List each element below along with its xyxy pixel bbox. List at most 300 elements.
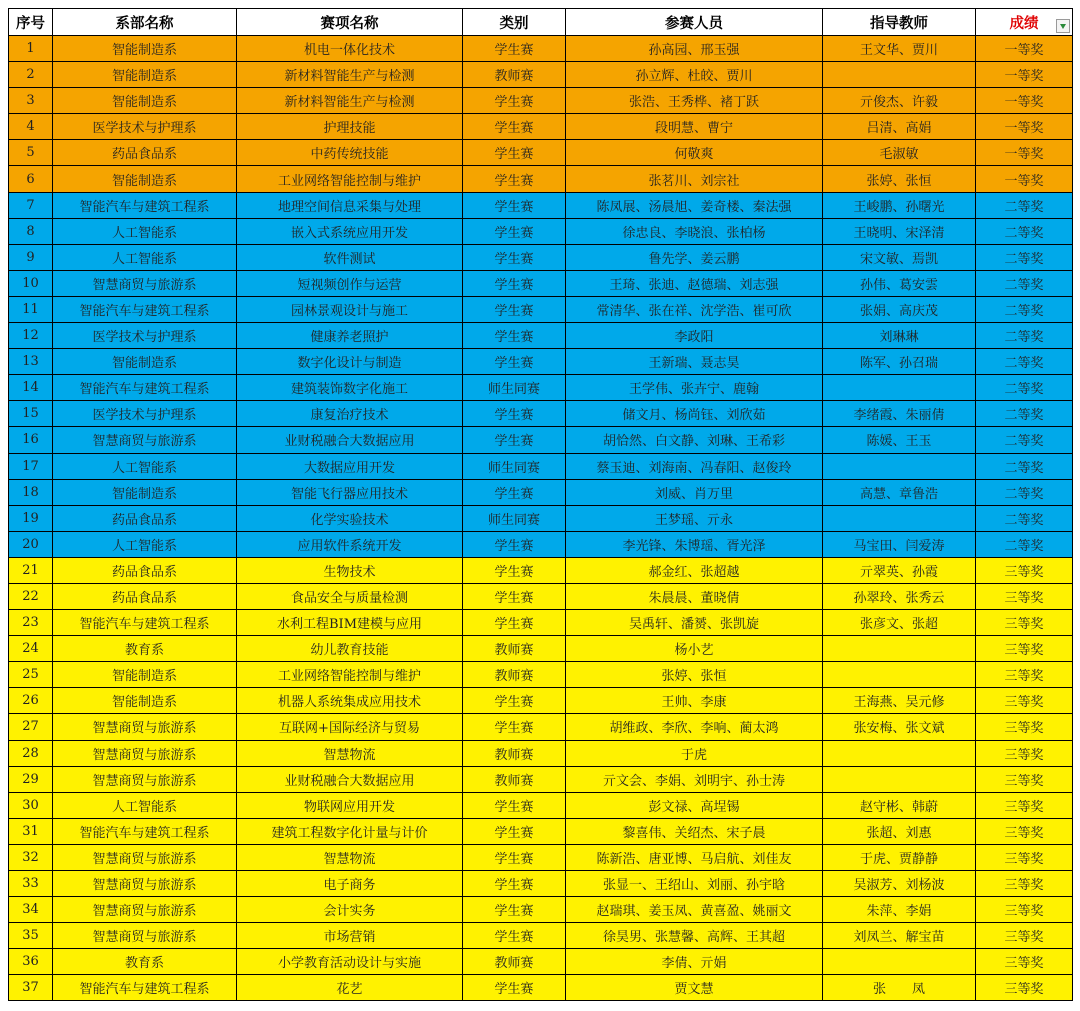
cell-advisors[interactable]: 陈军、孙召瑞 xyxy=(823,349,976,375)
cell-event[interactable]: 幼儿教育技能 xyxy=(237,636,463,662)
cell-category[interactable]: 教师赛 xyxy=(463,740,566,766)
cell-index[interactable]: 26 xyxy=(9,688,53,714)
cell-score[interactable]: 二等奖 xyxy=(976,479,1073,505)
cell-advisors[interactable]: 于虎、贾静静 xyxy=(823,844,976,870)
cell-score[interactable]: 二等奖 xyxy=(976,531,1073,557)
cell-event[interactable]: 建筑工程数字化计量与计价 xyxy=(237,818,463,844)
cell-participants[interactable]: 孙高园、邢玉强 xyxy=(566,36,823,62)
cell-category[interactable]: 学生赛 xyxy=(463,244,566,270)
cell-participants[interactable]: 陈新浩、唐亚博、马启航、刘佳友 xyxy=(566,844,823,870)
table-row xyxy=(9,218,1073,244)
cell-advisors[interactable]: 王晓明、宋泽清 xyxy=(823,218,976,244)
cell-participants[interactable]: 徐昊男、张慧馨、高辉、王其超 xyxy=(566,923,823,949)
cell-index[interactable]: 16 xyxy=(9,427,53,453)
table-row xyxy=(9,375,1073,401)
cell-event[interactable]: 智能飞行器应用技术 xyxy=(237,479,463,505)
cell-index[interactable]: 23 xyxy=(9,610,53,636)
cell-event[interactable]: 小学教育活动设计与实施 xyxy=(237,949,463,975)
cell-index[interactable]: 15 xyxy=(9,401,53,427)
cell-department[interactable]: 医学技术与护理系 xyxy=(53,323,237,349)
cell-advisors[interactable] xyxy=(823,62,976,88)
cell-index[interactable]: 36 xyxy=(9,949,53,975)
cell-event[interactable]: 短视频创作与运营 xyxy=(237,270,463,296)
cell-index[interactable]: 29 xyxy=(9,766,53,792)
cell-participants[interactable]: 鲁先学、姜云鹏 xyxy=(566,244,823,270)
cell-advisors[interactable] xyxy=(823,949,976,975)
cell-score[interactable]: 二等奖 xyxy=(976,505,1073,531)
cell-event[interactable]: 大数据应用开发 xyxy=(237,453,463,479)
cell-score[interactable]: 二等奖 xyxy=(976,453,1073,479)
header-event: 赛项名称 xyxy=(237,9,463,36)
cell-index[interactable]: 32 xyxy=(9,844,53,870)
cell-participants[interactable]: 黎喜伟、关绍杰、宋子晨 xyxy=(566,818,823,844)
cell-category[interactable]: 师生同赛 xyxy=(463,453,566,479)
cell-index[interactable]: 17 xyxy=(9,453,53,479)
table-row xyxy=(9,192,1073,218)
header-department: 系部名称 xyxy=(53,9,237,36)
header-index: 序号 xyxy=(9,9,53,36)
cell-category[interactable]: 学生赛 xyxy=(463,818,566,844)
table-row xyxy=(9,818,1073,844)
cell-category[interactable]: 学生赛 xyxy=(463,427,566,453)
cell-event[interactable]: 数字化设计与制造 xyxy=(237,349,463,375)
table-row xyxy=(9,401,1073,427)
cell-index[interactable]: 2 xyxy=(9,62,53,88)
cell-score[interactable]: 三等奖 xyxy=(976,897,1073,923)
table-row xyxy=(9,897,1073,923)
cell-department[interactable]: 智能汽车与建筑工程系 xyxy=(53,296,237,322)
cell-participants[interactable]: 杨小艺 xyxy=(566,636,823,662)
cell-category[interactable]: 学生赛 xyxy=(463,401,566,427)
cell-participants[interactable]: 胡维政、李欣、李响、蔺太鸿 xyxy=(566,714,823,740)
cell-department[interactable]: 智能制造系 xyxy=(53,662,237,688)
cell-advisors[interactable]: 王峻鹏、孙曙光 xyxy=(823,192,976,218)
cell-category[interactable]: 学生赛 xyxy=(463,714,566,740)
cell-advisors[interactable] xyxy=(823,505,976,531)
table-row xyxy=(9,166,1073,192)
cell-event[interactable]: 中药传统技能 xyxy=(237,140,463,166)
cell-category[interactable]: 师生同赛 xyxy=(463,505,566,531)
cell-index[interactable]: 13 xyxy=(9,349,53,375)
cell-department[interactable]: 教育系 xyxy=(53,949,237,975)
cell-advisors[interactable]: 亓翠英、孙霞 xyxy=(823,557,976,583)
cell-event[interactable]: 互联网+国际经济与贸易 xyxy=(237,714,463,740)
cell-advisors[interactable]: 马宝田、闫爱涛 xyxy=(823,531,976,557)
cell-score[interactable]: 一等奖 xyxy=(976,166,1073,192)
cell-index[interactable]: 8 xyxy=(9,218,53,244)
cell-event[interactable]: 会计实务 xyxy=(237,897,463,923)
cell-advisors[interactable]: 王文华、贾川 xyxy=(823,36,976,62)
cell-category[interactable]: 学生赛 xyxy=(463,844,566,870)
cell-category[interactable]: 学生赛 xyxy=(463,218,566,244)
cell-department[interactable]: 人工智能系 xyxy=(53,792,237,818)
cell-score[interactable]: 二等奖 xyxy=(976,349,1073,375)
cell-advisors[interactable] xyxy=(823,740,976,766)
cell-score[interactable]: 三等奖 xyxy=(976,714,1073,740)
cell-department[interactable]: 医学技术与护理系 xyxy=(53,401,237,427)
cell-participants[interactable]: 王琦、张迪、赵德瑞、刘志强 xyxy=(566,270,823,296)
cell-participants[interactable]: 吴禹轩、潘赟、张凯旋 xyxy=(566,610,823,636)
cell-participants[interactable]: 赵瑞琪、姜玉凤、黄喜盈、姚丽文 xyxy=(566,897,823,923)
cell-category[interactable]: 学生赛 xyxy=(463,975,566,1001)
cell-score[interactable]: 一等奖 xyxy=(976,36,1073,62)
cell-advisors[interactable]: 王海燕、吴元修 xyxy=(823,688,976,714)
cell-advisors[interactable] xyxy=(823,766,976,792)
cell-category[interactable]: 师生同赛 xyxy=(463,375,566,401)
cell-score[interactable]: 三等奖 xyxy=(976,662,1073,688)
cell-advisors[interactable]: 亓俊杰、许毅 xyxy=(823,88,976,114)
cell-department[interactable]: 智能汽车与建筑工程系 xyxy=(53,192,237,218)
cell-index[interactable]: 27 xyxy=(9,714,53,740)
cell-index[interactable]: 35 xyxy=(9,923,53,949)
cell-participants[interactable]: 郝金红、张超越 xyxy=(566,557,823,583)
cell-score[interactable]: 二等奖 xyxy=(976,192,1073,218)
cell-score[interactable]: 二等奖 xyxy=(976,218,1073,244)
cell-score[interactable]: 二等奖 xyxy=(976,375,1073,401)
cell-score[interactable]: 二等奖 xyxy=(976,270,1073,296)
cell-category[interactable]: 学生赛 xyxy=(463,323,566,349)
cell-index[interactable]: 7 xyxy=(9,192,53,218)
header-category: 类别 xyxy=(463,9,566,36)
cell-advisors[interactable]: 毛淑敏 xyxy=(823,140,976,166)
cell-participants[interactable]: 亓文会、李娟、刘明宇、孙士涛 xyxy=(566,766,823,792)
cell-department[interactable]: 人工智能系 xyxy=(53,244,237,270)
filter-dropdown-icon[interactable] xyxy=(1056,19,1070,33)
cell-participants[interactable]: 段明慧、曹宁 xyxy=(566,114,823,140)
cell-participants[interactable]: 李倩、亓娟 xyxy=(566,949,823,975)
cell-department[interactable]: 智能制造系 xyxy=(53,166,237,192)
table-row xyxy=(9,949,1073,975)
table-row xyxy=(9,662,1073,688)
cell-department[interactable]: 智能汽车与建筑工程系 xyxy=(53,975,237,1001)
cell-participants[interactable]: 胡恰然、白文静、刘琳、王希彩 xyxy=(566,427,823,453)
cell-category[interactable]: 学生赛 xyxy=(463,88,566,114)
table-row xyxy=(9,975,1073,1001)
cell-advisors[interactable]: 高慧、章鲁浩 xyxy=(823,479,976,505)
cell-participants[interactable]: 彭文禄、高埕锡 xyxy=(566,792,823,818)
table-row xyxy=(9,453,1073,479)
cell-event[interactable]: 园林景观设计与施工 xyxy=(237,296,463,322)
cell-department[interactable]: 智能汽车与建筑工程系 xyxy=(53,375,237,401)
cell-score[interactable]: 二等奖 xyxy=(976,323,1073,349)
cell-index[interactable]: 37 xyxy=(9,975,53,1001)
cell-advisors[interactable] xyxy=(823,636,976,662)
cell-department[interactable]: 医学技术与护理系 xyxy=(53,114,237,140)
cell-event[interactable]: 业财税融合大数据应用 xyxy=(237,766,463,792)
cell-category[interactable]: 学生赛 xyxy=(463,792,566,818)
table-row xyxy=(9,792,1073,818)
cell-score[interactable]: 三等奖 xyxy=(976,871,1073,897)
cell-department[interactable]: 智慧商贸与旅游系 xyxy=(53,427,237,453)
cell-category[interactable]: 教师赛 xyxy=(463,766,566,792)
header-score xyxy=(976,9,1073,36)
table-row xyxy=(9,923,1073,949)
cell-event[interactable]: 建筑装饰数字化施工 xyxy=(237,375,463,401)
cell-participants[interactable]: 王梦瑶、亓永 xyxy=(566,505,823,531)
cell-event[interactable]: 智慧物流 xyxy=(237,844,463,870)
cell-score[interactable]: 二等奖 xyxy=(976,401,1073,427)
cell-department[interactable]: 药品食品系 xyxy=(53,505,237,531)
cell-category[interactable]: 学生赛 xyxy=(463,688,566,714)
cell-index[interactable]: 30 xyxy=(9,792,53,818)
header-row xyxy=(9,9,1073,36)
cell-advisors[interactable]: 李绪霞、朱丽倩 xyxy=(823,401,976,427)
cell-advisors[interactable]: 刘琳琳 xyxy=(823,323,976,349)
cell-index[interactable]: 24 xyxy=(9,636,53,662)
cell-advisors[interactable]: 张娟、高庆茂 xyxy=(823,296,976,322)
cell-index[interactable]: 34 xyxy=(9,897,53,923)
cell-participants[interactable]: 何敬爽 xyxy=(566,140,823,166)
cell-index[interactable]: 3 xyxy=(9,88,53,114)
table-row xyxy=(9,296,1073,322)
table-row xyxy=(9,688,1073,714)
cell-category[interactable]: 学生赛 xyxy=(463,270,566,296)
cell-participants[interactable]: 常清华、张在祥、沈学浩、崔可欣 xyxy=(566,296,823,322)
cell-score[interactable]: 三等奖 xyxy=(976,583,1073,609)
cell-category[interactable]: 学生赛 xyxy=(463,166,566,192)
table-row xyxy=(9,427,1073,453)
cell-department[interactable]: 药品食品系 xyxy=(53,583,237,609)
cell-participants[interactable]: 张显一、王绍山、刘丽、孙宇晗 xyxy=(566,871,823,897)
cell-event[interactable]: 新材料智能生产与检测 xyxy=(237,88,463,114)
cell-event[interactable]: 电子商务 xyxy=(237,871,463,897)
cell-department[interactable]: 药品食品系 xyxy=(53,140,237,166)
cell-event[interactable]: 嵌入式系统应用开发 xyxy=(237,218,463,244)
cell-participants[interactable]: 张婷、张恒 xyxy=(566,662,823,688)
cell-score[interactable]: 三等奖 xyxy=(976,766,1073,792)
cell-score[interactable]: 三等奖 xyxy=(976,792,1073,818)
cell-event[interactable]: 工业网络智能控制与维护 xyxy=(237,662,463,688)
cell-category[interactable]: 学生赛 xyxy=(463,114,566,140)
cell-event[interactable]: 机器人系统集成应用技术 xyxy=(237,688,463,714)
cell-score[interactable]: 一等奖 xyxy=(976,88,1073,114)
table-row xyxy=(9,36,1073,62)
cell-event[interactable]: 物联网应用开发 xyxy=(237,792,463,818)
table-row xyxy=(9,349,1073,375)
table-row xyxy=(9,323,1073,349)
cell-advisors[interactable]: 张婷、张恒 xyxy=(823,166,976,192)
cell-department[interactable]: 智慧商贸与旅游系 xyxy=(53,871,237,897)
cell-department[interactable]: 人工智能系 xyxy=(53,218,237,244)
cell-department[interactable]: 智能汽车与建筑工程系 xyxy=(53,818,237,844)
cell-index[interactable]: 5 xyxy=(9,140,53,166)
cell-participants[interactable]: 陈凤展、汤晨旭、姜奇楼、秦法强 xyxy=(566,192,823,218)
cell-advisors[interactable]: 张超、刘惠 xyxy=(823,818,976,844)
cell-department[interactable]: 智慧商贸与旅游系 xyxy=(53,740,237,766)
cell-index[interactable]: 31 xyxy=(9,818,53,844)
cell-participants[interactable]: 储文月、杨尚钰、刘欣茹 xyxy=(566,401,823,427)
cell-department[interactable]: 智慧商贸与旅游系 xyxy=(53,923,237,949)
cell-participants[interactable]: 贾文慧 xyxy=(566,975,823,1001)
cell-participants[interactable]: 王帅、李康 xyxy=(566,688,823,714)
cell-participants[interactable]: 王新瑞、聂志昊 xyxy=(566,349,823,375)
cell-department[interactable]: 智慧商贸与旅游系 xyxy=(53,897,237,923)
cell-score[interactable]: 三等奖 xyxy=(976,844,1073,870)
cell-index[interactable]: 20 xyxy=(9,531,53,557)
cell-event[interactable]: 化学实验技术 xyxy=(237,505,463,531)
cell-index[interactable]: 33 xyxy=(9,871,53,897)
cell-department[interactable]: 智能制造系 xyxy=(53,349,237,375)
table-row xyxy=(9,479,1073,505)
cell-index[interactable]: 11 xyxy=(9,296,53,322)
table-row xyxy=(9,505,1073,531)
cell-event[interactable]: 康复治疗技术 xyxy=(237,401,463,427)
cell-department[interactable]: 药品食品系 xyxy=(53,557,237,583)
cell-event[interactable]: 工业网络智能控制与维护 xyxy=(237,166,463,192)
cell-index[interactable]: 22 xyxy=(9,583,53,609)
cell-index[interactable]: 9 xyxy=(9,244,53,270)
cell-index[interactable]: 14 xyxy=(9,375,53,401)
cell-advisors[interactable]: 张 凤 xyxy=(823,975,976,1001)
cell-score[interactable]: 三等奖 xyxy=(976,975,1073,1001)
cell-participants[interactable]: 蔡玉迪、刘海南、冯春阳、赵俊玲 xyxy=(566,453,823,479)
cell-category[interactable]: 学生赛 xyxy=(463,140,566,166)
cell-advisors[interactable]: 朱萍、李娟 xyxy=(823,897,976,923)
cell-score[interactable]: 三等奖 xyxy=(976,818,1073,844)
cell-advisors[interactable] xyxy=(823,662,976,688)
cell-index[interactable]: 25 xyxy=(9,662,53,688)
cell-advisors[interactable]: 吴淑芳、刘杨波 xyxy=(823,871,976,897)
cell-advisors[interactable]: 刘凤兰、解宝苗 xyxy=(823,923,976,949)
cell-category[interactable]: 学生赛 xyxy=(463,296,566,322)
cell-score[interactable]: 三等奖 xyxy=(976,610,1073,636)
cell-participants[interactable]: 朱晨晨、董晓倩 xyxy=(566,583,823,609)
cell-event[interactable]: 地理空间信息采集与处理 xyxy=(237,192,463,218)
cell-score[interactable]: 三等奖 xyxy=(976,949,1073,975)
cell-category[interactable]: 教师赛 xyxy=(463,949,566,975)
cell-score[interactable]: 三等奖 xyxy=(976,740,1073,766)
cell-category[interactable]: 教师赛 xyxy=(463,636,566,662)
cell-participants[interactable]: 张浩、王秀桦、褚丁跃 xyxy=(566,88,823,114)
cell-participants[interactable]: 李政阳 xyxy=(566,323,823,349)
cell-event[interactable]: 软件测试 xyxy=(237,244,463,270)
header-participants: 参赛人员 xyxy=(566,9,823,36)
cell-index[interactable]: 18 xyxy=(9,479,53,505)
cell-score[interactable]: 二等奖 xyxy=(976,244,1073,270)
cell-participants[interactable]: 徐忠良、李晓浪、张柏杨 xyxy=(566,218,823,244)
cell-category[interactable]: 学生赛 xyxy=(463,36,566,62)
cell-department[interactable]: 智能制造系 xyxy=(53,479,237,505)
cell-event[interactable]: 智慧物流 xyxy=(237,740,463,766)
cell-index[interactable]: 28 xyxy=(9,740,53,766)
cell-advisors[interactable]: 孙翠玲、张秀云 xyxy=(823,583,976,609)
cell-department[interactable]: 智慧商贸与旅游系 xyxy=(53,270,237,296)
cell-participants[interactable]: 李光锋、朱博瑶、胥光泽 xyxy=(566,531,823,557)
cell-department[interactable]: 智慧商贸与旅游系 xyxy=(53,766,237,792)
cell-event[interactable]: 健康养老照护 xyxy=(237,323,463,349)
cell-advisors[interactable] xyxy=(823,375,976,401)
table-row xyxy=(9,610,1073,636)
cell-event[interactable]: 生物技术 xyxy=(237,557,463,583)
cell-index[interactable]: 21 xyxy=(9,557,53,583)
table-row xyxy=(9,557,1073,583)
cell-advisors[interactable]: 赵守彬、韩蔚 xyxy=(823,792,976,818)
header-score-label: 成绩 xyxy=(1009,14,1039,32)
cell-event[interactable]: 应用软件系统开发 xyxy=(237,531,463,557)
cell-advisors[interactable]: 吕清、高娟 xyxy=(823,114,976,140)
cell-department[interactable]: 智能制造系 xyxy=(53,36,237,62)
cell-score[interactable]: 三等奖 xyxy=(976,636,1073,662)
cell-score[interactable]: 一等奖 xyxy=(976,140,1073,166)
cell-score[interactable]: 三等奖 xyxy=(976,923,1073,949)
cell-index[interactable]: 4 xyxy=(9,114,53,140)
cell-category[interactable]: 学生赛 xyxy=(463,349,566,375)
cell-index[interactable]: 1 xyxy=(9,36,53,62)
table-row xyxy=(9,140,1073,166)
cell-score[interactable]: 三等奖 xyxy=(976,688,1073,714)
cell-event[interactable]: 水利工程BIM建模与应用 xyxy=(237,610,463,636)
cell-event[interactable]: 业财税融合大数据应用 xyxy=(237,427,463,453)
cell-participants[interactable]: 孙立辉、杜皎、贾川 xyxy=(566,62,823,88)
cell-index[interactable]: 10 xyxy=(9,270,53,296)
cell-score[interactable]: 三等奖 xyxy=(976,557,1073,583)
cell-participants[interactable]: 刘威、肖万里 xyxy=(566,479,823,505)
header-advisors: 指导教师 xyxy=(823,9,976,36)
table-row xyxy=(9,88,1073,114)
table-row xyxy=(9,714,1073,740)
cell-advisors[interactable]: 宋文敏、焉凯 xyxy=(823,244,976,270)
cell-score[interactable]: 二等奖 xyxy=(976,427,1073,453)
cell-department[interactable]: 智能制造系 xyxy=(53,688,237,714)
cell-event[interactable]: 市场营销 xyxy=(237,923,463,949)
cell-category[interactable]: 学生赛 xyxy=(463,531,566,557)
table-row xyxy=(9,583,1073,609)
cell-score[interactable]: 二等奖 xyxy=(976,296,1073,322)
cell-department[interactable]: 教育系 xyxy=(53,636,237,662)
cell-participants[interactable]: 张茗川、刘宗社 xyxy=(566,166,823,192)
cell-index[interactable]: 6 xyxy=(9,166,53,192)
cell-advisors[interactable]: 陈媛、王玉 xyxy=(823,427,976,453)
table-row xyxy=(9,844,1073,870)
cell-department[interactable]: 人工智能系 xyxy=(53,453,237,479)
cell-department[interactable]: 智能制造系 xyxy=(53,88,237,114)
cell-event[interactable]: 食品安全与质量检测 xyxy=(237,583,463,609)
cell-category[interactable]: 学生赛 xyxy=(463,583,566,609)
cell-department[interactable]: 智慧商贸与旅游系 xyxy=(53,844,237,870)
cell-category[interactable]: 学生赛 xyxy=(463,479,566,505)
cell-event[interactable]: 机电一体化技术 xyxy=(237,36,463,62)
cell-event[interactable]: 护理技能 xyxy=(237,114,463,140)
cell-department[interactable]: 人工智能系 xyxy=(53,531,237,557)
cell-category[interactable]: 学生赛 xyxy=(463,557,566,583)
table-row xyxy=(9,62,1073,88)
cell-category[interactable]: 学生赛 xyxy=(463,871,566,897)
cell-category[interactable]: 教师赛 xyxy=(463,62,566,88)
cell-index[interactable]: 12 xyxy=(9,323,53,349)
cell-category[interactable]: 学生赛 xyxy=(463,192,566,218)
cell-score[interactable]: 一等奖 xyxy=(976,62,1073,88)
cell-index[interactable]: 19 xyxy=(9,505,53,531)
cell-category[interactable]: 教师赛 xyxy=(463,662,566,688)
cell-department[interactable]: 智能制造系 xyxy=(53,62,237,88)
cell-advisors[interactable]: 张彦文、张超 xyxy=(823,610,976,636)
table-row xyxy=(9,531,1073,557)
cell-event[interactable]: 新材料智能生产与检测 xyxy=(237,62,463,88)
cell-participants[interactable]: 于虎 xyxy=(566,740,823,766)
cell-advisors[interactable]: 孙伟、葛安雲 xyxy=(823,270,976,296)
cell-score[interactable]: 一等奖 xyxy=(976,114,1073,140)
cell-event[interactable]: 花艺 xyxy=(237,975,463,1001)
cell-category[interactable]: 学生赛 xyxy=(463,897,566,923)
cell-department[interactable]: 智慧商贸与旅游系 xyxy=(53,714,237,740)
cell-department[interactable]: 智能汽车与建筑工程系 xyxy=(53,610,237,636)
cell-category[interactable]: 学生赛 xyxy=(463,923,566,949)
cell-advisors[interactable]: 张安梅、张文斌 xyxy=(823,714,976,740)
cell-category[interactable]: 学生赛 xyxy=(463,610,566,636)
table-row xyxy=(9,636,1073,662)
cell-advisors[interactable] xyxy=(823,453,976,479)
cell-participants[interactable]: 王学伟、张卉宁、鹿翰 xyxy=(566,375,823,401)
